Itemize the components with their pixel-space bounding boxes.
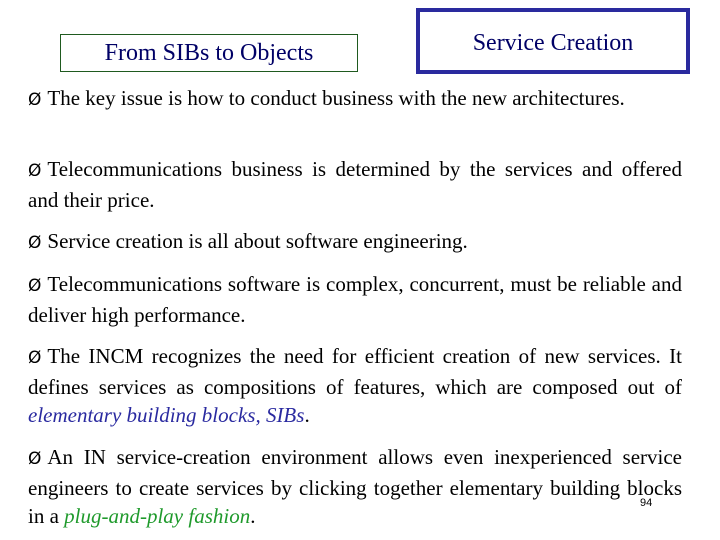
section-label-box: [416, 8, 690, 74]
bullet-item: [28, 342, 682, 430]
bullet-item: [28, 84, 625, 115]
arrow-bullet-icon: Ø: [28, 90, 42, 110]
slide-title-box: [60, 34, 358, 72]
arrow-bullet-icon: Ø: [28, 233, 42, 253]
bullet-text: The key issue is how to conduct business with the new architectures.: [47, 86, 625, 110]
bullet-item: [28, 270, 682, 329]
bullet-item: [28, 443, 682, 531]
bullet-text: The INCM recognizes the need for efficient creation of new services. It defines services as compositions of features, which are composed out of: [28, 344, 682, 399]
page-number: 94: [640, 497, 653, 509]
arrow-bullet-icon: Ø: [28, 161, 42, 181]
highlighted-term: plug-and-play fashion: [64, 504, 251, 528]
bullet-text: An IN service-creation environment allows even inexperienced service engineers to create services by clicking together elementary building blocks in a: [28, 445, 682, 528]
bullet-item: [28, 227, 468, 258]
bullet-item: [28, 155, 682, 214]
bullet-text: Service creation is all about software engineering.: [47, 229, 468, 253]
section-label: Service Creation: [472, 30, 634, 56]
slide-title: From SIBs to Objects: [104, 39, 314, 66]
arrow-bullet-icon: Ø: [28, 449, 42, 469]
highlighted-term: elementary building blocks, SIBs: [28, 403, 305, 427]
arrow-bullet-icon: Ø: [28, 348, 42, 368]
bullet-suffix: .: [304, 403, 310, 427]
bullet-text: Telecommunications software is complex, concurrent, must be reliable and deliver high performance.: [28, 272, 682, 327]
arrow-bullet-icon: Ø: [28, 276, 42, 296]
bullet-text: Telecommunications business is determined by the services and offered and their price.: [28, 157, 682, 212]
bullet-suffix: .: [250, 504, 256, 528]
